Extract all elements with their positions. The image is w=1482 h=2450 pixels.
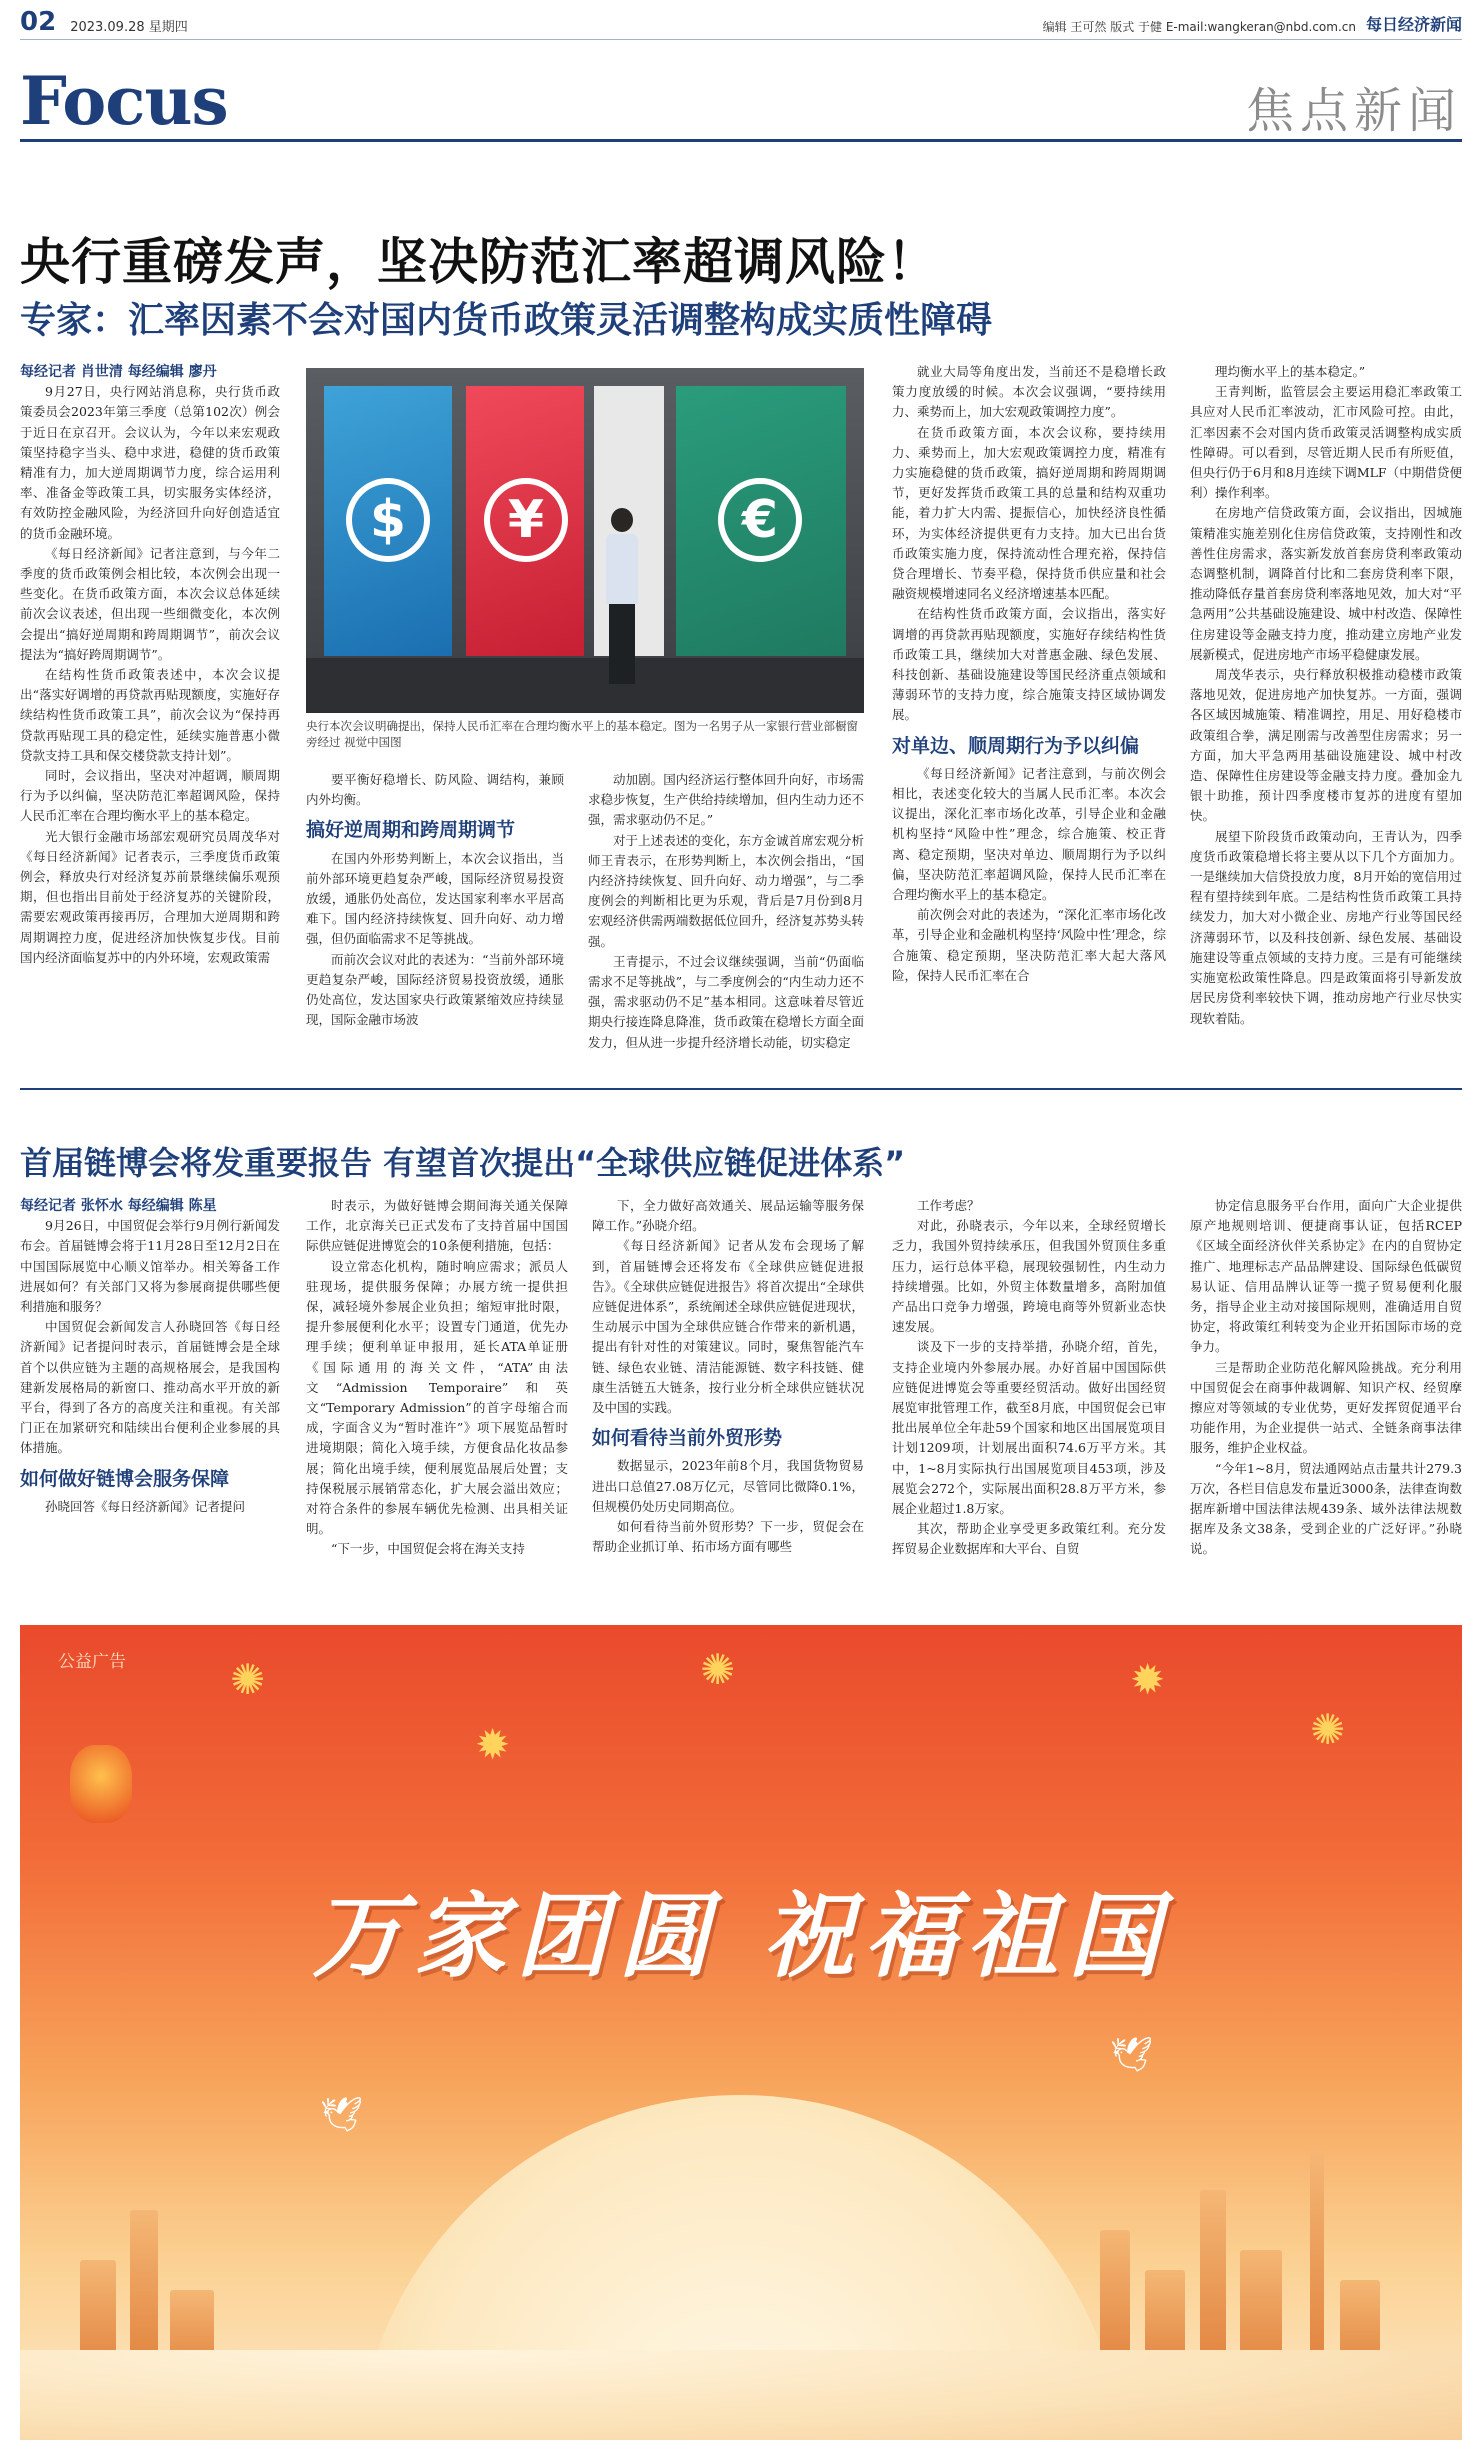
paragraph: 孙晓回答《每日经济新闻》记者提问 [45, 1498, 246, 1514]
paragraph: 设立常态化机构，随时响应需求；派员人驻现场，提供服务保障；办展方统一提供担保，减轻境外参展企业负担；缩短审批时限，提升参展便利化水平；设置专门通道，优先办理手续；便利单证申报用，延长ATA单证册《国际通用的海关文件，“ATA”由法文“Admission Temporaire”和英文“Temporary Admission”的首字母缩合而成，字面含义为“暂时准许”》项下展览品暂时进境期限；简化入境手续，方便食品化妆品参展；简化出境手续，便利展览品展后处置；支持保税展示展销常态化，扩大展会溢出效应；对符合条件的参展车辆优先检测、出具相关证明。 [306, 1258, 568, 1537]
ad-slogan: 万家团圆 祝福祖国 [311, 1883, 1171, 1990]
paragraph: 在货币政策方面，本次会议称，要持续用力、乘势而上，加大宏观政策调控力度，精准有力实施稳健的货币政策，搞好逆周期和跨周期调节，更好发挥货币政策工具的总量和结构双重功能，着力扩大内需、提振信心，加快经济良性循环，为实体经济提供更有力支持。加大已出台货币政策实施力度，保持流动性合理充裕，保持信贷合理增长、节奏平稳，保持货币供应量和社会融资规模增速同名义经济增速基本匹配。 [892, 424, 1166, 602]
paragraph: 中国贸促会新闻发言人孙晓回答《每日经济新闻》记者提问时表示，首届链博会是全球首个以供应链为主题的高规格展会，是我国构建新发展格局的新窗口、推动高水平开放的新平台，得到了各方的高度关注和重视。有关部门正在加紧研究和陆续出台便利企业参展的具体措施。 [20, 1319, 280, 1456]
paragraph: 在结构性货币政策表述中，本次会议提出“落实好调增的再贷款再贴现额度，实施好存续结构性货币政策工具”，前次会议为“保持再贷款再贴现工具的稳定性，延续实施普惠小微贷款支持工具和保交楼贷款支持计划”。 [20, 667, 280, 763]
paragraph: 在国内外形势判断上，本次会议指出，当前外部环境更趋复杂严峻，国际经济贸易投资放缓，通胀仍处高位，发达国家利率水平居高难下。国内经济持续恢复、回升向好、动力增强，但仍面临需求不足等挑战。 [306, 850, 564, 947]
paragraph: “下一步，中国贸促会将在海关支持 [331, 1541, 525, 1557]
article2-section-heading-1: 如何做好链博会服务保障 [20, 1467, 230, 1490]
paragraph: 前次例会对此的表述为，“深化汇率市场化改革，引导企业和金融机构坚持‘风险中性’理念，综合施策、稳定预期，坚决防范汇率大起大落风险，保持人民币汇率在合 [892, 907, 1166, 983]
paragraph: 9月26日，中国贸促会举行9月例行新闻发布会。首届链博会将于11月28日至12月2日在中国国际展览中心顺义馆举办。相关筹备工作进展如何？有关部门又将为参展商提供哪些便利措施和服务？ [20, 1218, 280, 1315]
article1-column-1 [20, 362, 280, 1077]
firework-icon: ✺ [1310, 1705, 1346, 1754]
paragraph: 如何看待当前外贸形势？下一步，贸促会在帮助企业抓订单、拓市场方面有哪些 [592, 1519, 864, 1555]
firework-icon: ✺ [230, 1655, 266, 1704]
firework-icon: ✺ [700, 1645, 736, 1694]
walking-man-figure [606, 508, 638, 688]
paragraph: 工作考虑？ [917, 1198, 980, 1213]
paragraph: 时表示，为做好链博会期间海关通关保障工作，北京海关已正式发布了支持首届中国国际供应链促进博览会的10条便利措施，包括： [306, 1198, 568, 1254]
paragraph: 同时，会议指出，坚决对冲超调，顺周期行为予以纠偏，坚决防范汇率超调风险，保持人民币汇率在合理均衡水平上的基本稳定。 [20, 768, 280, 824]
article1-byline: 每经记者 肖世清 每经编辑 廖丹 [20, 364, 217, 380]
paragraph: 周茂华表示，央行释放积极推动稳楼市政策落地见效，促进房地产加快复苏。一方面，强调各区域因城施策、精准调控，用足、用好稳楼市政策组合拳，满足刚需与改善型住房需求；另一方面，加大平急两用基础设施建设、城中村改造、保障性住房建设等金融支持力度。叠加金九银十助推，预计四季度楼市复苏的进度有望加快。 [1190, 667, 1462, 824]
paragraph: 王青提示，不过会议继续强调，当前“仍面临需求不足等挑战”，与二季度例会的“内生动力还不强，需求驱动仍不足”基本相同。这意味着尽管近期央行接连降息降准，货币政策在稳增长方面全面发力，但从进一步提升经济增长动能，切实稳定 [588, 953, 864, 1050]
article1-section-heading-1: 搞好逆周期和跨周期调节 [306, 819, 516, 842]
paragraph: 动加剧。国内经济运行整体回升向好，市场需求稳步恢复，生产供给持续增加，但内生动力还不强，需求驱动仍不足。” [588, 772, 864, 828]
article-divider [20, 1088, 1462, 1090]
article2-headline: 首届链博会将发重要报告 有望首次提出“全球供应链促进体系” [20, 1144, 906, 1182]
newspaper-name: 每日经济新闻 [1365, 15, 1462, 34]
masthead [20, 7, 1462, 40]
firework-icon: ✹ [1130, 1655, 1166, 1704]
paragraph: 谈及下一步的支持举措，孙晓介绍，首先，支持企业境内外参展办展。办好首届中国国际供应链促进博览会等重要经贸活动。做好出国经贸展览审批管理工作，截至8月底，中国贸促会已审批出展单位全年赴59个国家和地区出国展览项目计划1209项，计划展出面积74.6万平方米。其中，1~8月实际执行出国展览项目453项，涉及展览会272个，实际展出面积28.8万平方米，参展企业超过1.8万家。 [892, 1339, 1166, 1517]
paragraph: 《每日经济新闻》记者注意到，与前次例会相比，表述变化较大的当属人民币汇率。本次会议提出，深化汇率市场化改革，引导企业和金融机构坚持“风险中性”理念，综合施策、校正背离、稳定预期，坚决对单边、顺周期行为予以纠偏，坚决防范汇率超调风险，保持人民币汇率在合理均衡水平上的基本稳定。 [892, 765, 1166, 903]
article1-column-4 [892, 362, 1166, 1077]
lantern-icon [70, 1745, 132, 1823]
firework-icon: ✹ [475, 1720, 511, 1769]
paragraph: 其次，帮助企业享受更多政策红利。充分发挥贸易企业数据库和大平台、自贸 [892, 1521, 1166, 1557]
euro-icon: € [718, 478, 802, 562]
article2-byline: 每经记者 张怀水 每经编辑 陈星 [20, 1198, 217, 1214]
public-service-ad [20, 1625, 1462, 2440]
paragraph: 9月27日，央行网站消息称，央行货币政策委员会2023年第三季度（总第102次）例会于近日在京召开。会议认为，今年以来宏观政策坚持稳字当头、稳中求进，稳健的货币政策精准有力，加大逆周期调节力度，综合运用利率、准备金等政策工具，切实服务实体经济，有效防控金融风险，为经济回升向好创造适宜的货币金融环境。 [20, 384, 280, 541]
paragraph: 王青判断，监管层会主要运用稳汇率政策工具应对人民币汇率波动，汇市风险可控。由此，汇率因素不会对国内货币政策灵活调整构成实质性障碍。可以看到，尽管近期人民币有所贬值，但央行仍于6月和8月连续下调MLF（中期借贷便利）操作利率。 [1190, 384, 1462, 501]
section-title-english: Focus [20, 62, 228, 140]
paragraph: “今年1~8月，贸法通网站点击量共计279.3万次，各栏目信息发布量近3000条，法律查询数据库新增中国法律法规439条、域外法律法规数据库及条文38条，受到企业的广泛好评。”孙晓说。 [1190, 1460, 1462, 1557]
paragraph: 《每日经济新闻》记者注意到，与今年二季度的货币政策例会相比较，本次例会出现一些变化。在货币政策方面，本次会议总体延续前次会议表述，但出现一些细微变化，本次例会提出“搞好逆周期和跨周期调节”，前次会议提法为“搞好跨周期调节”。 [20, 545, 280, 662]
article1-section-heading-2: 对单边、顺周期行为予以纠偏 [892, 734, 1140, 757]
paragraph: 在结构性货币政策方面，会议指出，落实好调增的再贷款再贴现额度，实施好存续结构性货币政策工具，继续加大对普惠金融、绿色发展、科技创新、基础设施建设等国民经济重点领域和薄弱环节的支持力度，综合施策支持区域协调发展。 [892, 606, 1166, 723]
article1-column-3 [588, 770, 864, 1075]
dove-icon: 🕊 [1110, 2035, 1154, 2075]
article2-column-2 [306, 1196, 568, 1606]
cloud-band [20, 2350, 1462, 2440]
paragraph: 而前次会议对此的表述为：“当前外部环境更趋复杂严峻，国际经济贸易投资放缓，通胀仍处高位，发达国家央行政策紧缩效应持续显现，国际金融市场波 [306, 951, 564, 1028]
dove-icon: 🕊 [320, 2095, 364, 2135]
paragraph: 要平衡好稳增长、防风险、调结构，兼顾内外均衡。 [306, 772, 564, 808]
article1-headline: 央行重磅发声，坚决防范汇率超调风险！ [20, 233, 938, 291]
article2-column-1 [20, 1196, 280, 1606]
paragraph: 对此，孙晓表示，今年以来，全球经贸增长乏力，我国外贸持续承压，但我国外贸顶住多重压力，运行总体平稳，展现较强韧性，内生动力持续增强。比如，外贸主体数量增多，高附加值产品出口竞争力增强，跨境电商等外贸新业态快速发展。 [892, 1218, 1166, 1335]
yuan-icon: ¥ [484, 478, 568, 562]
article1-column-5 [1190, 362, 1462, 1077]
paragraph: 三是帮助企业防范化解风险挑战。充分利用中国贸促会在商事仲裁调解、知识产权、经贸摩擦应对等领域的专业优势，更好发挥贸促通平台功能作用，为企业提供一站式、全链条商事法律服务，维护企业权益。 [1190, 1359, 1462, 1456]
section-title-chinese: 焦点新闻 [1245, 83, 1462, 139]
paragraph: 《每日经济新闻》记者从发布会现场了解到，首届链博会还将发布《全球供应链促进报告》。《全球供应链促进报告》将首次提出“全球供应链促进体系”，系统阐述全球供应链促进现状，生动展示中国为全球供应链合作带来的新机遇，提出有针对性的对策建议。同时，聚焦智能汽车链、绿色农业链、清洁能源链、数字科技链、健康生活链五大链条，按行业分析全球供应链状况及中国的实践。 [592, 1238, 864, 1416]
paragraph: 下，全力做好高效通关、展品运输等服务保障工作。”孙晓介绍。 [592, 1198, 864, 1234]
paragraph: 协定信息服务平台作用，面向广大企业提供原产地规则培训、便捷商事认证，包括RCEP《区域全面经济伙伴关系协定》在内的自贸协定推广、地理标志产品品牌建设、国际绿色低碳贸易认证、信用品牌认证等一揽子贸易便利化服务，指导企业主动对接国际规则，准确适用自贸协定，将政策红利转变为企业开拓国际市场的竞争力。 [1190, 1198, 1462, 1355]
paragraph: 展望下阶段货币政策动向，王青认为，四季度货币政策稳增长将主要从以下几个方面加力。一是继续加大信贷投放力度，8月开始的宽信用过程有望持续到年底。二是结构性货币政策工具持续发力，加大对小微企业、房地产行业等国民经济薄弱环节，以及科技创新、绿色发展、基础设施建设等重点领域的支持力度。三是有可能继续实施宽松政策性降息。四是政策面将引导新发放居民房贷利率较快下调，推动房地产行业尽快实现软着陆。 [1190, 828, 1462, 1026]
editor-credits: 编辑 王可然 版式 于健 E-mail:wangkeran@nbd.com.cn [1042, 20, 1356, 34]
paragraph: 对于上述表述的变化，东方金诚首席宏观分析师王青表示，在形势判断上，本次例会指出，“国内经济持续恢复、回升向好、动力增强”，与二季度例会的判断相比更为乐观，背后是7月份到8月宏观经济供需两端数据低位回升，经济复苏势头转强。 [588, 832, 864, 949]
photo-caption: 央行本次会议明确提出，保持人民币汇率在合理均衡水平上的基本稳定。图为一名男子从一家银行营业部橱窗旁经过 视觉中国图 [306, 719, 858, 749]
paragraph: 数据显示，2023年前8个月，我国货物贸易进出口总值27.08万亿元，尽管同比微降0.1%，但规模仍处历史同期高位。 [592, 1458, 864, 1514]
paragraph: 在房地产信贷政策方面，会议指出，因城施策精准实施差别化住房信贷政策，支持刚性和改善性住房需求，落实新发放首套房贷利率政策动态调整机制，调降首付比和二套房贷利率下限，推动降低存量首套房贷利率落地见效，加大对“平急两用”公共基础设施建设、城中村改造、保障性住房建设等金融支持力度，推动建立房地产业发展新模式，促进房地产市场平稳健康发展。 [1190, 505, 1462, 662]
sidewalk [306, 658, 864, 713]
article2-column-3 [592, 1196, 864, 1606]
section-header [20, 62, 1462, 142]
bank-window-photo [306, 368, 864, 713]
article1-subhead: 专家：汇率因素不会对国内货币政策灵活调整构成实质性障碍 [20, 300, 993, 341]
dollar-icon: $ [346, 478, 430, 562]
article2-section-heading-2: 如何看待当前外贸形势 [592, 1427, 783, 1450]
paragraph: 理均衡水平上的基本稳定。” [1215, 364, 1366, 379]
article1-column-2 [306, 770, 564, 1075]
paragraph: 光大银行金融市场部宏观研究员周茂华对《每日经济新闻》记者表示，三季度货币政策例会，释放央行对经济复苏前景继续偏乐观预期，但也指出目前处于经济复苏的关键阶段，需要宏观政策再接再厉，合理加大逆周期和跨周期调控力度，促进经济加快恢复步伐。目前国内经济面临复苏中的内外环境，宏观政策需 [20, 828, 280, 965]
issue-date: 2023.09.28 星期四 [70, 20, 188, 35]
article2-column-4 [892, 1196, 1166, 1606]
ad-tag: 公益广告 [58, 1652, 126, 1672]
paragraph: 就业大局等角度出发，当前还不是稳增长政策力度放缓的时候。本次会议强调，“要持续用力、乘势而上，加大宏观政策调控力度”。 [892, 364, 1166, 420]
page-number: 02 [20, 7, 57, 37]
article2-column-5 [1190, 1196, 1462, 1606]
